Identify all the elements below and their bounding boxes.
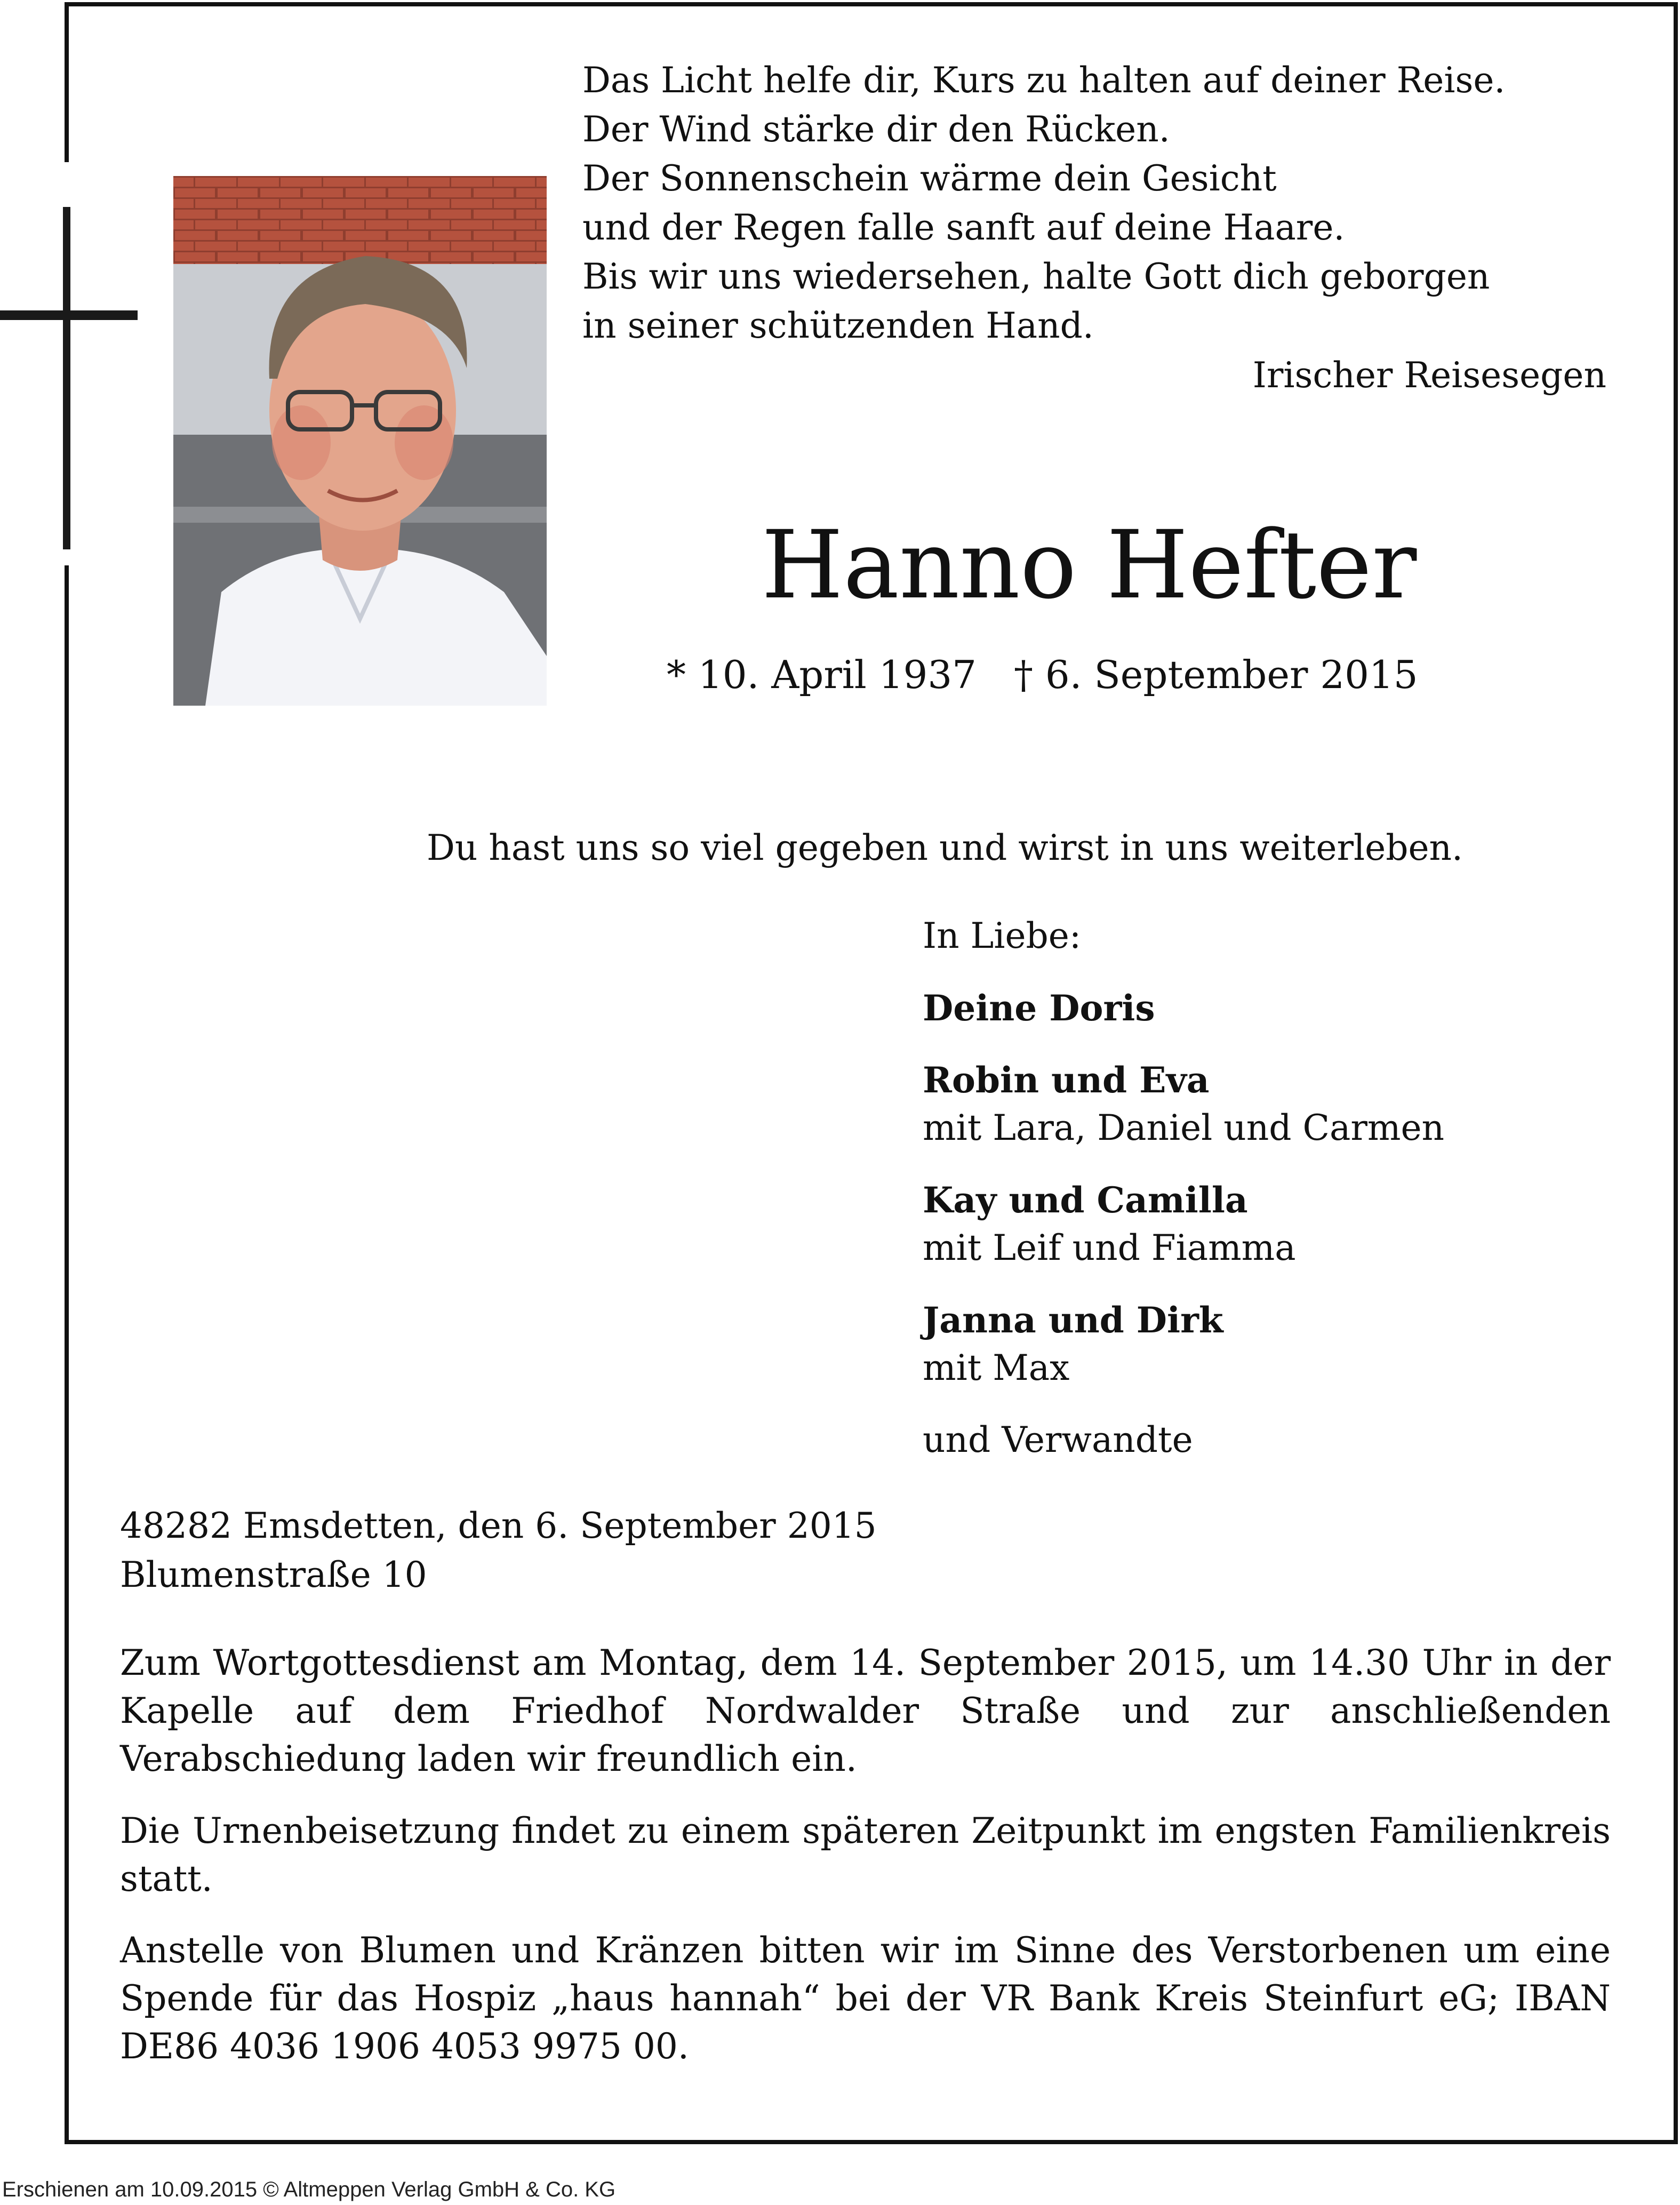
frame-right-border (1674, 2, 1678, 2144)
tagline: Du hast uns so viel gegeben und wirst in uns weiterleben. (427, 827, 1463, 868)
frame-top-border (65, 2, 1678, 6)
poem (582, 56, 1628, 350)
frame-left-border-lower (65, 565, 69, 2144)
address-place-date: 48282 Emsdetten, den 6. September 2015 (120, 1505, 877, 1546)
family-member-name: Kay und Camilla (923, 1179, 1248, 1221)
life-dates (667, 651, 1418, 699)
deceased-name: Hanno Hefter (761, 510, 1417, 620)
family-relatives: und Verwandte (923, 1419, 1193, 1460)
family-intro: In Liebe: (923, 915, 1082, 956)
poem-line: Der Sonnenschein wärme dein Gesicht (582, 158, 1277, 199)
frame-left-border-upper (65, 2, 69, 162)
family-list (923, 912, 1444, 1464)
poem-line: Das Licht helfe dir, Kurs zu halten auf deiner Reise. (582, 60, 1506, 101)
poem-line: Der Wind stärke dir den Rücken. (582, 109, 1170, 150)
poem-line: und der Regen falle sanft auf deine Haare. (582, 207, 1345, 248)
poem-line: in seiner schützenden Hand. (582, 305, 1094, 346)
poem-source: Irischer Reisesegen (1252, 355, 1606, 396)
family-member-name: Robin und Eva (923, 1059, 1210, 1101)
birth-date: * 10. April 1937 (667, 652, 977, 697)
cross-vertical-beam (63, 207, 70, 549)
address-street: Blumenstraße 10 (120, 1554, 427, 1595)
publication-footer: Erschienen am 10.09.2015 © Altmeppen Verlag GmbH & Co. KG (2, 2178, 616, 2201)
death-date: † 6. September 2015 (1013, 652, 1418, 697)
family-member-detail: mit Max (923, 1347, 1070, 1388)
family-member-detail: mit Leif und Fiamma (923, 1227, 1296, 1268)
frame-bottom-border (65, 2140, 1678, 2144)
poem-line: Bis wir uns wiedersehen, halte Gott dich geborgen (582, 256, 1490, 297)
family-member-name: Deine Doris (923, 987, 1155, 1029)
burial-paragraph: Die Urnenbeisetzung findet zu einem späteren Zeitpunkt im engsten Familienkreis statt. (120, 1810, 1611, 1899)
service-paragraph: Zum Wortgottesdienst am Montag, dem 14. September 2015, um 14.30 Uhr in der Kapelle auf dem Friedhof Nordwalder Straße und zur anschließenden Verabschiedung laden wir freundlich ein. (120, 1642, 1611, 1779)
address-block (120, 1501, 877, 1600)
donation-paragraph: Anstelle von Blumen und Kränzen bitten wir im Sinne des Verstorbenen um eine Spende für das Hospiz „haus hannah“ bei der VR Bank Kreis Steinfurt eG; IBAN DE86 4036 1906 4053 9975 00. (120, 1930, 1611, 2067)
cross-horizontal-beam (0, 310, 138, 320)
family-member-detail: mit Lara, Daniel und Carmen (923, 1107, 1445, 1148)
portrait-photo (173, 176, 547, 706)
family-member-name: Janna und Dirk (923, 1299, 1223, 1341)
